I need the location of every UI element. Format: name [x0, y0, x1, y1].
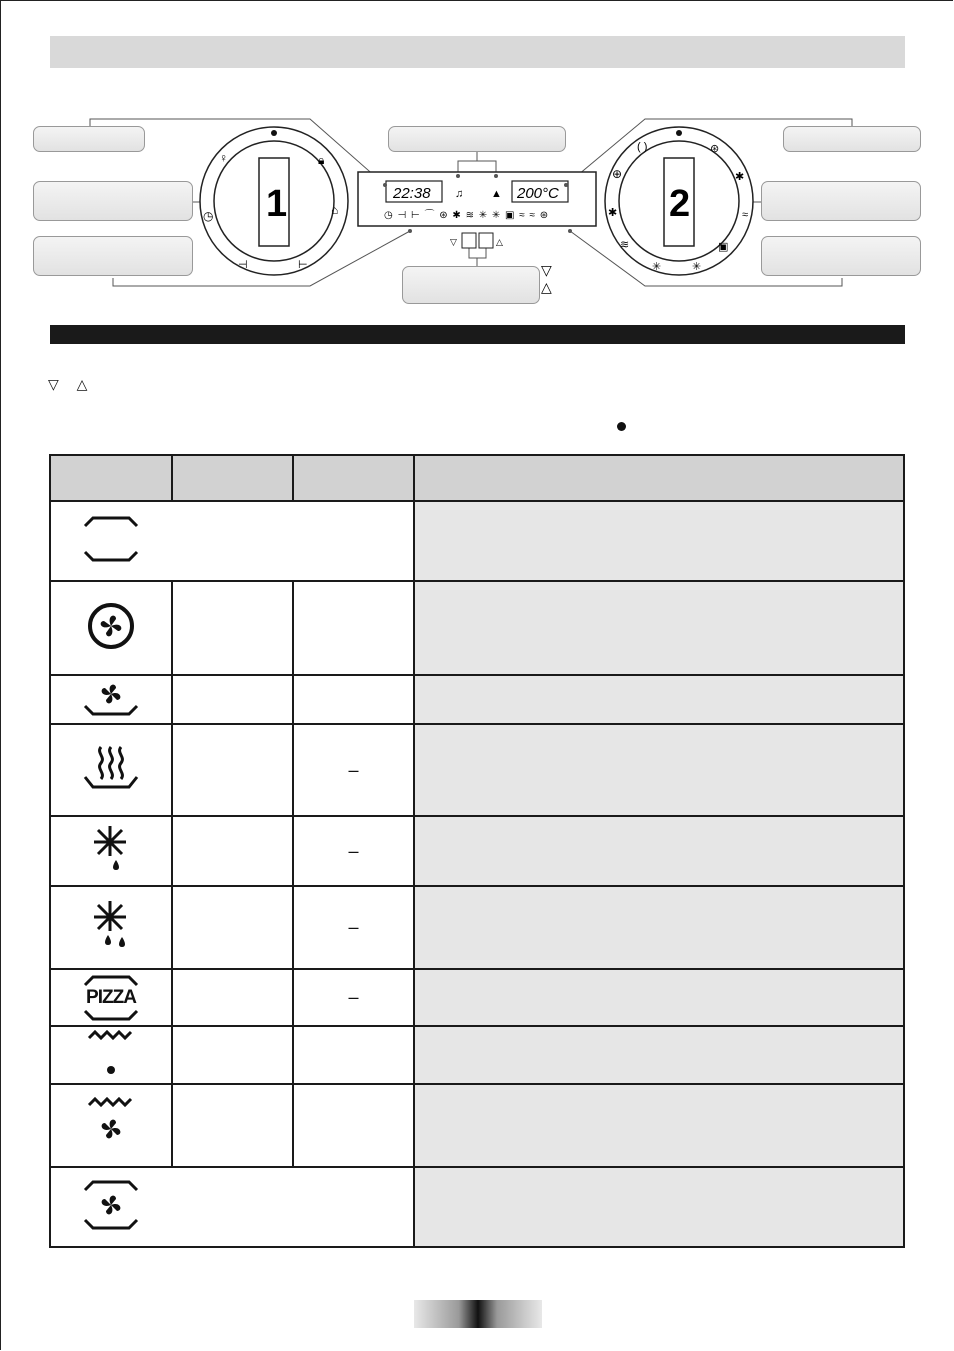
- knob-2-number: 2: [669, 183, 691, 225]
- svg-text:△: △: [496, 237, 503, 247]
- table-cell: [293, 581, 414, 675]
- fan-bottom-heat-icon: [50, 675, 172, 724]
- down-triangle-icon: ▽: [48, 376, 59, 392]
- table-desc: [414, 675, 904, 724]
- table-row: [50, 1026, 904, 1084]
- programs-table: [49, 454, 905, 1248]
- table-cell: [172, 886, 293, 969]
- callout-buttons: [402, 266, 540, 304]
- table-cell: [172, 581, 293, 675]
- top-bottom-heat-icon: [50, 501, 414, 581]
- bullet-dot-icon: [617, 422, 626, 431]
- display-time: 22:38: [393, 185, 431, 202]
- table-cell: –: [293, 724, 414, 816]
- header-col-4: [414, 455, 904, 501]
- svg-text:✳: ✳: [652, 261, 662, 273]
- callout-knob2-middle: [761, 181, 921, 221]
- table-desc: [414, 1026, 904, 1084]
- table-row: [50, 1167, 904, 1247]
- svg-text:⊣: ⊣: [238, 259, 248, 271]
- table-desc: [414, 1084, 904, 1167]
- down-arrow-icon: ▽: [541, 262, 552, 278]
- svg-text:⊢: ⊢: [298, 259, 308, 271]
- svg-text:▲: ▲: [491, 188, 502, 200]
- fan-ring-heat-icon: [50, 581, 172, 675]
- table-cell: [172, 1026, 293, 1084]
- callout-knob1-top: [33, 126, 145, 152]
- svg-text:⊕: ⊕: [612, 167, 623, 181]
- table-cell: [172, 816, 293, 886]
- adjust-buttons[interactable]: [450, 233, 503, 248]
- table-cell: [293, 675, 414, 724]
- low-temperature-icon: [50, 724, 172, 816]
- table-cell: [172, 724, 293, 816]
- section-title-band: [50, 325, 905, 344]
- svg-text:◷ ⊣ ⊢ ⌒ ⊛ ✱ ≋ ✳ ✳ ▣ ≈ ≈ ⊛: ◷ ⊣ ⊢ ⌒ ⊛ ✱ ≋ ✳ ✳ ▣ ≈ ≈ ⊛: [384, 210, 550, 221]
- table-desc: [414, 969, 904, 1026]
- arrow-legend: [48, 376, 101, 392]
- table-cell: [172, 675, 293, 724]
- pizza-icon: [50, 969, 172, 1026]
- up-arrow-icon: △: [541, 279, 552, 295]
- grill-fan-icon: [50, 1084, 172, 1167]
- svg-text:◷: ◷: [203, 209, 214, 223]
- callout-knob2-bottom: [761, 236, 921, 276]
- defrost-icon: [50, 816, 172, 886]
- svg-text:♀: ♀: [219, 151, 228, 165]
- page-footer-tab: [414, 1300, 542, 1328]
- display-temperature: 200°C: [517, 185, 559, 202]
- svg-text:✱: ✱: [608, 207, 618, 219]
- table-desc: [414, 501, 904, 581]
- svg-text:▽: ▽: [450, 237, 457, 247]
- table-header-row: [50, 455, 904, 501]
- table-row: [50, 1084, 904, 1167]
- table-desc: [414, 1167, 904, 1247]
- table-row: [50, 675, 904, 724]
- table-cell: –: [293, 816, 414, 886]
- table-cell: [172, 1084, 293, 1167]
- table-row: [50, 969, 904, 1026]
- callout-knob2-top: [783, 126, 921, 152]
- svg-text:🔒︎: 🔒︎: [318, 153, 325, 167]
- section-header-band: [50, 36, 905, 68]
- table-cell: [172, 969, 293, 1026]
- table-row: [50, 886, 904, 969]
- pizza-label: PIZZA: [86, 986, 136, 1008]
- svg-text:( ): ( ): [637, 141, 648, 153]
- table-row: [50, 724, 904, 816]
- fan-top-bottom-icon: [50, 1167, 414, 1247]
- display-panel: [358, 172, 596, 233]
- knob-1-number: 1: [266, 183, 288, 225]
- table-cell: [293, 1026, 414, 1084]
- table-desc: [414, 886, 904, 969]
- svg-text:≋: ≋: [620, 239, 630, 251]
- header-col-2: [172, 455, 293, 501]
- svg-text:≈: ≈: [742, 209, 749, 221]
- callout-display-top: [388, 126, 566, 152]
- svg-text:⌂: ⌂: [331, 203, 339, 217]
- defrost-double-icon: [50, 886, 172, 969]
- up-triangle-icon: △: [76, 376, 88, 392]
- svg-text:⊛: ⊛: [710, 143, 720, 155]
- table-desc: [414, 581, 904, 675]
- svg-text:▣: ▣: [718, 241, 729, 253]
- header-col-3: [293, 455, 414, 501]
- table-cell: –: [293, 886, 414, 969]
- svg-text:✱: ✱: [735, 171, 745, 183]
- table-cell: –: [293, 969, 414, 1026]
- callout-knob1-middle: [33, 181, 193, 221]
- callout-knob1-bottom: [33, 236, 193, 276]
- grill-icon: [50, 1026, 172, 1084]
- svg-text:✳: ✳: [692, 261, 702, 273]
- svg-text:♫: ♫: [455, 188, 464, 200]
- table-row: [50, 501, 904, 581]
- table-desc: [414, 816, 904, 886]
- table-cell: [293, 1084, 414, 1167]
- header-col-1: [50, 455, 172, 501]
- table-row: [50, 581, 904, 675]
- table-row: [50, 816, 904, 886]
- table-desc: [414, 724, 904, 816]
